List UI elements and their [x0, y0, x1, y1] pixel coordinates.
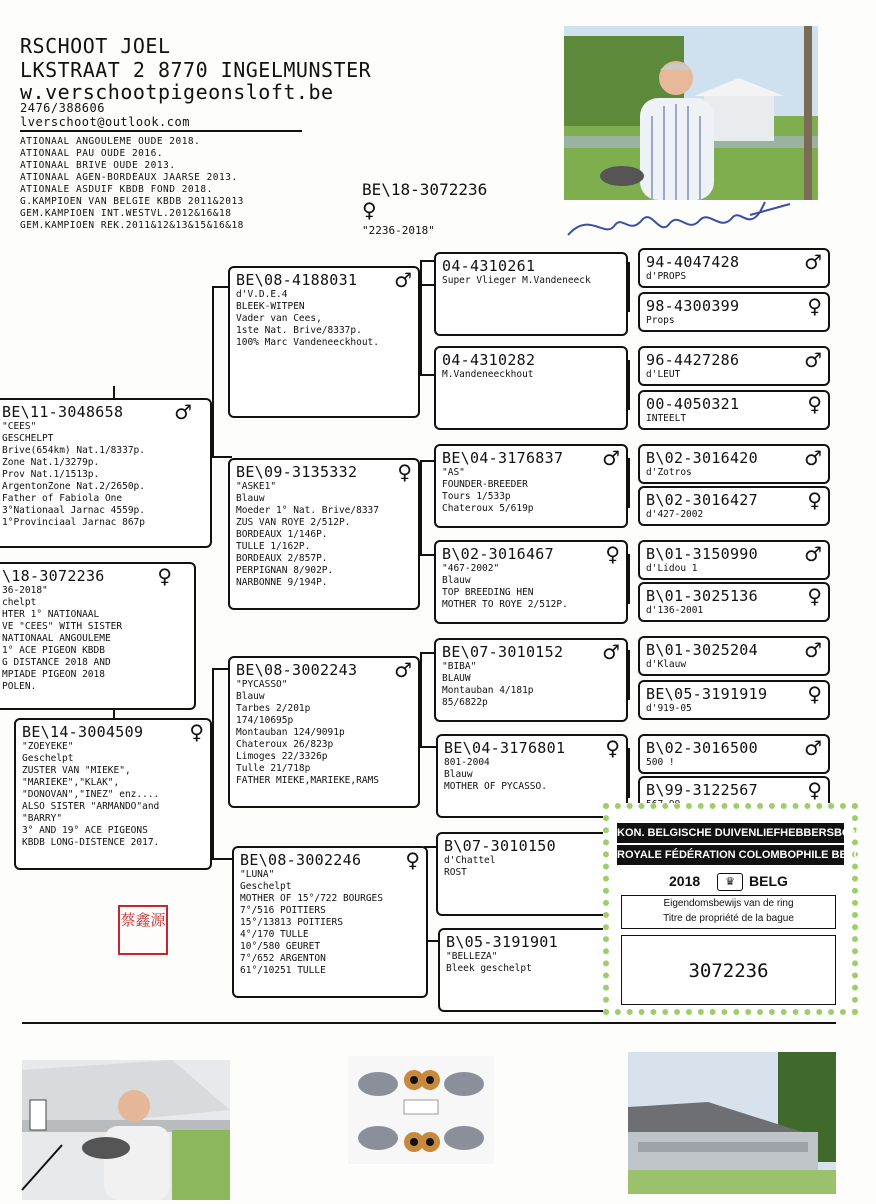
info-line: Vader van Cees,: [236, 313, 322, 324]
info-line: POLEN.: [2, 681, 37, 692]
info-line: "BELLEZA": [446, 951, 498, 962]
info-line: Blauw: [236, 691, 265, 702]
ring-number: 04-4310261: [442, 257, 536, 275]
ring-number-value: 3072236: [688, 960, 769, 982]
info-line: Chateroux 5/619p: [442, 503, 534, 514]
breeder-holding-pigeon-photo: [22, 1060, 230, 1200]
breeder-email[interactable]: lverschoot@outlook.com: [20, 115, 190, 129]
connector: [420, 746, 436, 748]
achievement-line: ATIONAAL ANGOULEME OUDE 2018.: [20, 136, 201, 147]
info-line: 3° AND 19° ACE PIGEONS: [22, 825, 148, 836]
info-line: Tarbes 2/201p: [236, 703, 311, 714]
female-icon: ♀: [807, 682, 822, 706]
ring-number: 98-4300399: [646, 297, 740, 315]
info-line: ZUSTER VAN "MIEKE",: [22, 765, 131, 776]
connector: [420, 460, 422, 556]
footer-rule: [22, 1022, 836, 1024]
certificate-country: BELG: [749, 873, 788, 889]
certificate-year: 2018: [669, 873, 701, 889]
document-title-nl: Eigendomsbewijs van de ring: [663, 898, 794, 909]
info-line: "BIBA": [442, 661, 477, 672]
achievement-line: ATIONAAL AGEN-BORDEAUX JAARSE 2013.: [20, 172, 238, 183]
female-icon: ♀: [807, 294, 822, 318]
info-line: Zone Nat.1/3279p.: [2, 457, 100, 468]
male-icon: ♂: [394, 658, 412, 682]
info-line: d'136-2001: [646, 605, 704, 616]
great-grandparent-card: [436, 832, 628, 916]
ring-number: BE\14-3004509: [22, 723, 144, 741]
info-line: 7°/516 POITIERS: [240, 905, 326, 916]
info-line: Blauw: [236, 493, 265, 504]
info-line: 36-2018": [2, 585, 48, 596]
ring-number: B\02-3016427: [646, 491, 758, 509]
info-line: Brive(654km) Nat.1/8337p.: [2, 445, 145, 456]
info-line: Father of Fabiola One: [2, 493, 123, 504]
signature: [560, 190, 800, 250]
info-line: BORDEAUX 2/857P.: [236, 553, 328, 564]
great-grandparent-card: [436, 734, 628, 818]
ancestor-card: [638, 292, 830, 332]
ring-number: 94-4047428: [646, 253, 740, 271]
info-line: BORDEAUX 1/146P.: [236, 529, 328, 540]
ancestor-card: [638, 734, 830, 774]
achievement-line: GEM.KAMPIOEN INT.WESTVL.2012&16&18: [20, 208, 232, 219]
male-icon: ♂: [174, 400, 192, 424]
info-line: Prov Nat.1/1513p.: [2, 469, 100, 480]
info-line: Montauban 124/9091p: [236, 727, 345, 738]
male-icon: ♂: [804, 250, 822, 274]
info-line: VE "CEES" WITH SISTER: [2, 621, 123, 632]
breeder-phone: 2476/388606: [20, 101, 105, 115]
info-line: 85/6822p: [442, 697, 488, 708]
info-line: ALSO SISTER "ARMANDO"and: [22, 801, 160, 812]
female-icon: ♀: [605, 736, 620, 760]
info-line: 500 !: [646, 757, 675, 768]
male-icon: ♂: [804, 736, 822, 760]
male-icon: ♂: [804, 638, 822, 662]
pigeon-collage-image: [348, 1056, 494, 1164]
ancestor-card: [638, 636, 830, 676]
info-line: BLEEK-WITPEN: [236, 301, 305, 312]
great-grandparent-card: [434, 346, 628, 430]
info-line: Blauw: [444, 769, 473, 780]
ancestor-card: [638, 248, 830, 288]
info-line: Montauban 4/181p: [442, 685, 534, 696]
info-line: Moeder 1° Nat. Brive/8337: [236, 505, 379, 516]
grandsire-paternal-card: [228, 266, 420, 418]
ring-number: BE\08-3002246: [240, 851, 362, 869]
info-line: 7°/652 ARGENTON: [240, 953, 326, 964]
info-line: 1ste Nat. Brive/8337p.: [236, 325, 362, 336]
ring-number: B\01-3025136: [646, 587, 758, 605]
female-icon: ♀: [605, 542, 620, 566]
info-line: Super Vlieger M.Vandeneeck: [442, 275, 591, 286]
info-line: NATIONAAL ANGOULEME: [2, 633, 111, 644]
female-icon: ♀: [405, 848, 420, 872]
male-icon: ♂: [602, 640, 620, 664]
female-icon: ♀: [807, 584, 822, 608]
dam-card: [14, 718, 212, 870]
info-line: 61°/10251 TULLE: [240, 965, 326, 976]
info-line: MOTHER OF 15°/722 BOURGES: [240, 893, 383, 904]
male-icon: ♂: [804, 348, 822, 372]
ring-number: B\02-3016420: [646, 449, 758, 467]
ring-number: BE\09-3135332: [236, 463, 358, 481]
info-line: d'Chattel: [444, 855, 496, 866]
connector: [212, 286, 214, 458]
female-icon: ♀: [189, 720, 204, 744]
breeder-website[interactable]: w.verschootpigeonsloft.be: [20, 80, 334, 104]
connector: [628, 458, 630, 508]
info-line: "PYCASSO": [236, 679, 288, 690]
info-line: 1° ACE PIGEON KBDB: [2, 645, 105, 656]
info-line: BLAUW: [442, 673, 471, 684]
info-line: MOTHER OF PYCASSO.: [444, 781, 547, 792]
info-line: Geschelpt: [22, 753, 74, 764]
loft-building-photo: [628, 1052, 836, 1194]
info-line: "LUNA": [240, 869, 275, 880]
info-line: "467-2002": [442, 563, 500, 574]
granddam-paternal-card: [228, 458, 420, 610]
info-line: d'V.D.E.4: [236, 289, 288, 300]
document-title-box: [621, 895, 836, 929]
achievement-line: ATIONAAL PAU OUDE 2016.: [20, 148, 164, 159]
ancestor-card: [638, 680, 830, 720]
ring-number: B\01-3150990: [646, 545, 758, 563]
female-icon: ♀: [807, 778, 822, 802]
info-line: d'919-05: [646, 703, 692, 714]
female-icon: ♀: [157, 564, 172, 588]
info-line: Tours 1/533p: [442, 491, 511, 502]
connector: [628, 360, 630, 410]
info-line: "AS": [442, 467, 465, 478]
info-line: chelpt: [2, 597, 37, 608]
sire-card: [0, 398, 212, 548]
info-line: G DISTANCE 2018 AND: [2, 657, 111, 668]
connector: [212, 456, 232, 458]
female-symbol: ♀: [362, 198, 377, 222]
connector: [628, 748, 630, 798]
ring-number-box: [621, 935, 836, 1005]
info-line: NARBONNE 9/194P.: [236, 577, 328, 588]
subject-name: "2236-2018": [362, 224, 435, 237]
ring-number: B\99-3122567: [646, 781, 758, 799]
ring-number: BE\04-3176837: [442, 449, 564, 467]
breeder-name: RSCHOOT JOEL: [20, 34, 171, 58]
connector: [628, 262, 630, 312]
info-line: "MARIEKE","KLAK",: [22, 777, 120, 788]
info-line: "ASKE1": [236, 481, 277, 492]
info-line: FOUNDER-BREEDER: [442, 479, 528, 490]
info-line: 4°/170 TULLE: [240, 929, 309, 940]
red-seal-stamp: [118, 905, 168, 955]
info-line: Chateroux 26/823p: [236, 739, 334, 750]
ownership-certificate: [603, 803, 870, 1015]
great-grandparent-card: [434, 540, 628, 624]
info-line: TULLE 1/162P.: [236, 541, 311, 552]
great-grandparent-card: [434, 252, 628, 336]
info-line: Limoges 22/3326p: [236, 751, 328, 762]
connector: [420, 652, 422, 748]
female-icon: ♀: [807, 488, 822, 512]
info-line: MPIADE PIGEON 2018: [2, 669, 105, 680]
federation-title-fr: ROYALE FÉDÉRATION COLOMBOPHILE BELGE: [617, 845, 844, 865]
ring-number: \18-3072236: [2, 567, 105, 585]
subject-ring: BE\18-3072236: [362, 180, 488, 199]
breeder-photo: [564, 26, 818, 200]
info-line: KBDB LONG-DISTENCE 2017.: [22, 837, 160, 848]
info-line: "ZOEYEKE": [22, 741, 74, 752]
ring-number: 04-4310282: [442, 351, 536, 369]
info-line: 1°Provinciaal Jarnac 867p: [2, 517, 145, 528]
info-line: ArgentonZone Nat.2/2650p.: [2, 481, 145, 492]
info-line: Bleek geschelpt: [446, 963, 532, 974]
info-line: 15°/13813 POITIERS: [240, 917, 343, 928]
info-line: 100% Marc Vandeneeckhout.: [236, 337, 379, 348]
achievements-list: [20, 136, 244, 232]
info-line: d'PROPS: [646, 271, 687, 282]
male-icon: ♂: [602, 446, 620, 470]
federation-title-nl: KON. BELGISCHE DUIVENLIEFHEBBERSBOND: [617, 823, 844, 843]
info-line: FATHER MIEKE,MARIEKE,RAMS: [236, 775, 379, 786]
ancestor-card: [638, 390, 830, 430]
info-line: MOTHER TO ROYE 2/512P.: [442, 599, 568, 610]
ring-number: 00-4050321: [646, 395, 740, 413]
great-grandparent-card: [434, 638, 628, 722]
female-icon: ♀: [397, 460, 412, 484]
grandsire-maternal-card: [228, 656, 420, 808]
info-line: 174/10695p: [236, 715, 294, 726]
info-line: ROST: [444, 867, 467, 878]
crown-icon: ♛: [717, 873, 743, 891]
female-icon: ♀: [807, 392, 822, 416]
connector: [212, 858, 234, 860]
ancestor-card: [638, 346, 830, 386]
achievement-line: G.KAMPIOEN VAN BELGIE KBDB 2011&2013: [20, 196, 244, 207]
info-line: 10°/580 GEURET: [240, 941, 321, 952]
ring-number: 96-4427286: [646, 351, 740, 369]
connector: [212, 668, 214, 860]
info-line: d'Lidou 1: [646, 563, 698, 574]
ancestor-card: [638, 444, 830, 484]
connector: [420, 260, 422, 376]
breeder-address: LKSTRAAT 2 8770 INGELMUNSTER: [20, 58, 372, 82]
achievement-line: GEM.KAMPIOEN REK.2011&12&13&15&16&18: [20, 220, 244, 231]
granddam-maternal-card: [232, 846, 428, 998]
great-grandparent-card: [438, 928, 628, 1012]
info-line: d'427-2002: [646, 509, 704, 520]
ring-number: BE\08-4188031: [236, 271, 358, 289]
ancestor-card: [638, 540, 830, 580]
info-line: Geschelpt: [240, 881, 292, 892]
header-rule: [20, 130, 302, 132]
achievement-line: ATIONALE ASDUIF KBDB FOND 2018.: [20, 184, 213, 195]
info-line: "BARRY": [22, 813, 63, 824]
ring-number: BE\07-3010152: [442, 643, 564, 661]
ring-number: B\02-3016467: [442, 545, 554, 563]
male-icon: ♂: [804, 542, 822, 566]
ring-number: BE\08-3002243: [236, 661, 358, 679]
connector: [628, 554, 630, 604]
info-line: ZUS VAN ROYE 2/512P.: [236, 517, 351, 528]
ring-number: BE\11-3048658: [2, 403, 124, 421]
info-line: Tulle 21/718p: [236, 763, 311, 774]
info-line: M.Vandeneeckhout: [442, 369, 534, 380]
info-line: "DONOVAN","INEZ" enz....: [22, 789, 160, 800]
info-line: Blauw: [442, 575, 471, 586]
ancestor-card: [638, 582, 830, 622]
info-line: d'Klauw: [646, 659, 687, 670]
ancestor-card: [638, 486, 830, 526]
info-line: 3°Nationaal Jarnac 4559p.: [2, 505, 145, 516]
ring-number: B\02-3016500: [646, 739, 758, 757]
info-line: Props: [646, 315, 675, 326]
male-icon: ♂: [804, 446, 822, 470]
ring-number: BE\05-3191919: [646, 685, 768, 703]
great-grandparent-card: [434, 444, 628, 528]
ring-number: BE\04-3176801: [444, 739, 566, 757]
info-line: PERPIGNAN 8/902P.: [236, 565, 334, 576]
ring-number: B\01-3025204: [646, 641, 758, 659]
seal-text: 蔡鑫源: [120, 911, 166, 929]
male-icon: ♂: [394, 268, 412, 292]
info-line: "CEES": [2, 421, 37, 432]
document-title-fr: Titre de propriété de la bague: [663, 913, 794, 924]
info-line: 801-2004: [444, 757, 490, 768]
info-line: HTER 1° NATIONAAL: [2, 609, 100, 620]
connector: [628, 650, 630, 700]
achievement-line: ATIONAAL BRIVE OUDE 2013.: [20, 160, 176, 171]
info-line: d'Zotros: [646, 467, 692, 478]
info-line: GESCHELPT: [2, 433, 54, 444]
ring-number: B\07-3010150: [444, 837, 556, 855]
info-line: d'LEUT: [646, 369, 681, 380]
info-line: INTEELT: [646, 413, 687, 424]
subject-pedigree-card: [0, 562, 196, 710]
ring-number: B\05-3191901: [446, 933, 558, 951]
info-line: TOP BREEDING HEN: [442, 587, 534, 598]
